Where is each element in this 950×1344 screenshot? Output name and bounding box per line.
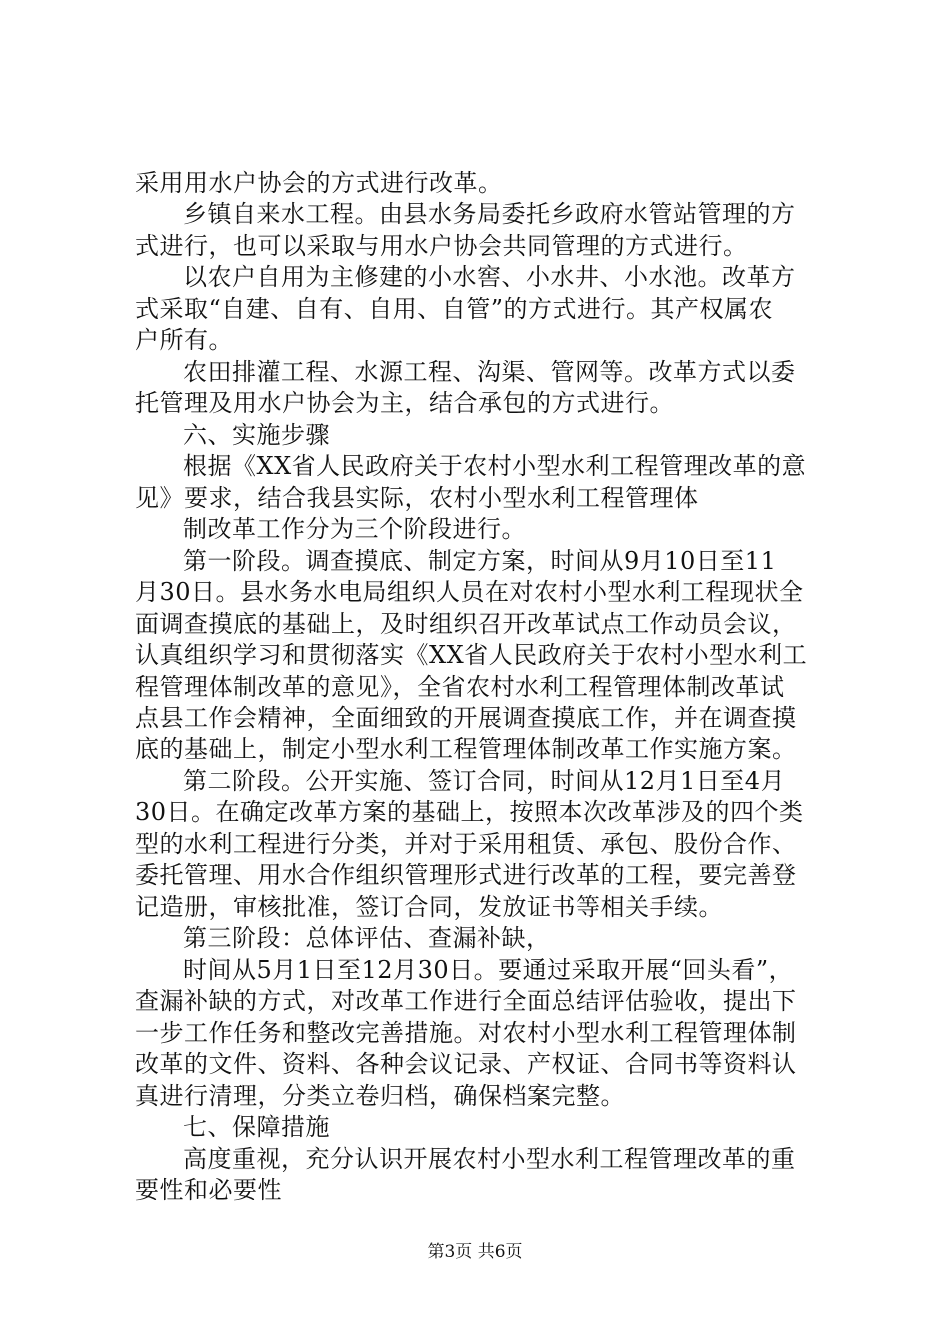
text-line: 程管理体制改革的意见》，全省农村水利工程管理体制改革试 (135, 672, 785, 701)
text-line: 底的基础上，制定小型水利工程管理体制改革工作实施方案。 (135, 735, 797, 764)
text-line: 根据《XX省人民政府关于农村小型水利工程管理改革的意 (183, 452, 807, 481)
text-line: 采用用水户协会的方式进行改革。 (135, 169, 503, 197)
text-line: 户所有。 (135, 326, 233, 355)
text-line: 面调查摸底的基础上，及时组织召开改革试点工作动员会议， (135, 609, 797, 638)
text-line: 高度重视，充分认识开展农村小型水利工程管理改革的重 (183, 1144, 796, 1173)
text-line: 要性和必要性 (135, 1176, 282, 1204)
text-line: 查漏补缺的方式，对改革工作进行全面总结评估验收，提出下 (135, 987, 797, 1016)
text-line: 型的水利工程进行分类，并对于采用租赁、承包、股份合作、 (135, 829, 797, 858)
text-line: 认真组织学习和贯彻落实《XX省人民政府关于农村小型水利工 (135, 641, 808, 670)
text-line: 真进行清理，分类立卷归档，确保档案完整。 (135, 1081, 625, 1110)
text-line: 农田排灌工程、水源工程、沟渠、管网等。改革方式以委 (183, 357, 796, 386)
text-line: 乡镇自来水工程。由县水务局委托乡政府水管站管理的方 (183, 200, 796, 229)
page-footer: 第3页 共6页 (427, 1242, 523, 1262)
text-line: 第三阶段：总体评估、查漏补缺， (183, 924, 551, 953)
text-line: 第一阶段。调查摸底、制定方案，时间从9月10日至11 (183, 546, 777, 575)
text-line: 点县工作会精神，全面细致的开展调查摸底工作，并在调查摸 (135, 703, 797, 732)
text-line: 记造册，审核批准，签订合同，发放证书等相关手续。 (135, 892, 723, 921)
text-line: 一步工作任务和整改完善措施。对农村小型水利工程管理体制 (135, 1018, 797, 1047)
text-line: 式采取“自建、自有、自用、自管”的方式进行。其产权属农 (135, 294, 774, 323)
text-line: 改革的文件、资料、各种会议记录、产权证、合同书等资料认 (135, 1050, 797, 1079)
text-line: 月30日。县水务水电局组织人员在对农村小型水利工程现状全 (135, 578, 804, 607)
text-line: 式进行，也可以采取与用水户协会共同管理的方式进行。 (135, 231, 748, 260)
text-line: 以农户自用为主修建的小水窖、小水井、小水池。改革方 (183, 263, 796, 292)
text-line: 第二阶段。公开实施、签订合同，时间从12月1日至4月 (183, 766, 786, 795)
text-line: 制改革工作分为三个阶段进行。 (183, 515, 526, 544)
text-line: 委托管理、用水合作组织管理形式进行改革的工程，要完善登 (135, 861, 797, 890)
section-heading: 六、实施步骤 (183, 420, 330, 449)
section-heading: 七、保障措施 (183, 1113, 330, 1142)
text-line: 托管理及用水户协会为主，结合承包的方式进行。 (135, 389, 674, 418)
text-line: 见》要求，结合我县实际，农村小型水利工程管理体 (135, 483, 699, 512)
text-line: 30日。在确定改革方案的基础上，按照本次改革涉及的四个类 (135, 798, 804, 827)
text-line: 时间从5月1日至12月30日。要通过采取开展“回头看”， (183, 955, 794, 984)
